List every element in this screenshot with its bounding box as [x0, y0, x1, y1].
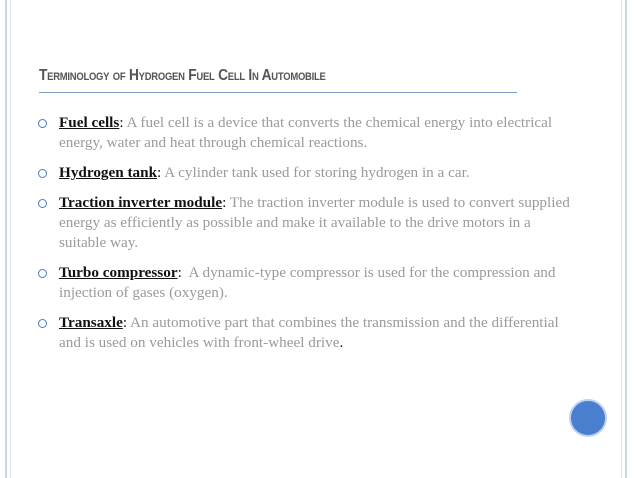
blue-circle-decoration	[569, 399, 607, 437]
circle-bullet-icon	[38, 199, 47, 208]
term-label: Fuel cells	[59, 114, 120, 131]
term-definition: A fuel cell is a device that converts the chemical energy into electrical energy, water and heat through chemical reactions.	[59, 114, 553, 151]
term-label: Turbo compressor	[59, 264, 178, 281]
list-item	[38, 163, 578, 183]
slide-title: Terminology of Hydrogen Fuel Cell In Automobile	[39, 67, 326, 84]
circle-bullet-icon	[38, 119, 47, 128]
term-definition: The traction inverter module is used to convert supplied energy as efficiently as possible and make it available to the drive motors in a suitable way.	[59, 194, 570, 251]
term-colon: :	[119, 114, 124, 131]
term-colon: :	[122, 314, 128, 331]
list-item	[38, 193, 578, 253]
circle-bullet-icon	[38, 319, 47, 328]
list-item	[38, 263, 578, 303]
term-label: Hydrogen tank	[59, 164, 158, 181]
bullet-list	[38, 113, 578, 363]
circle-bullet-icon	[38, 169, 47, 178]
term-colon: :	[157, 164, 162, 181]
list-item	[38, 313, 578, 353]
term-definition: An automotive part that combines the transmission and the differential and is used on vehicles with front-wheel drive	[59, 314, 559, 351]
circle-bullet-icon	[38, 269, 47, 278]
term-definition: A cylinder tank used for storing hydrogen in a car.	[161, 164, 470, 181]
term-label: Transaxle	[59, 314, 123, 331]
term-colon: :	[177, 264, 182, 281]
title-underline	[39, 92, 517, 93]
term-label: Traction inverter module	[59, 194, 223, 211]
term-colon: :	[222, 194, 227, 211]
list-item	[38, 113, 578, 153]
term-definition: A dynamic-type compressor is used for the compression and injection of gases (oxygen).	[59, 264, 560, 301]
term-tail: .	[339, 334, 344, 351]
